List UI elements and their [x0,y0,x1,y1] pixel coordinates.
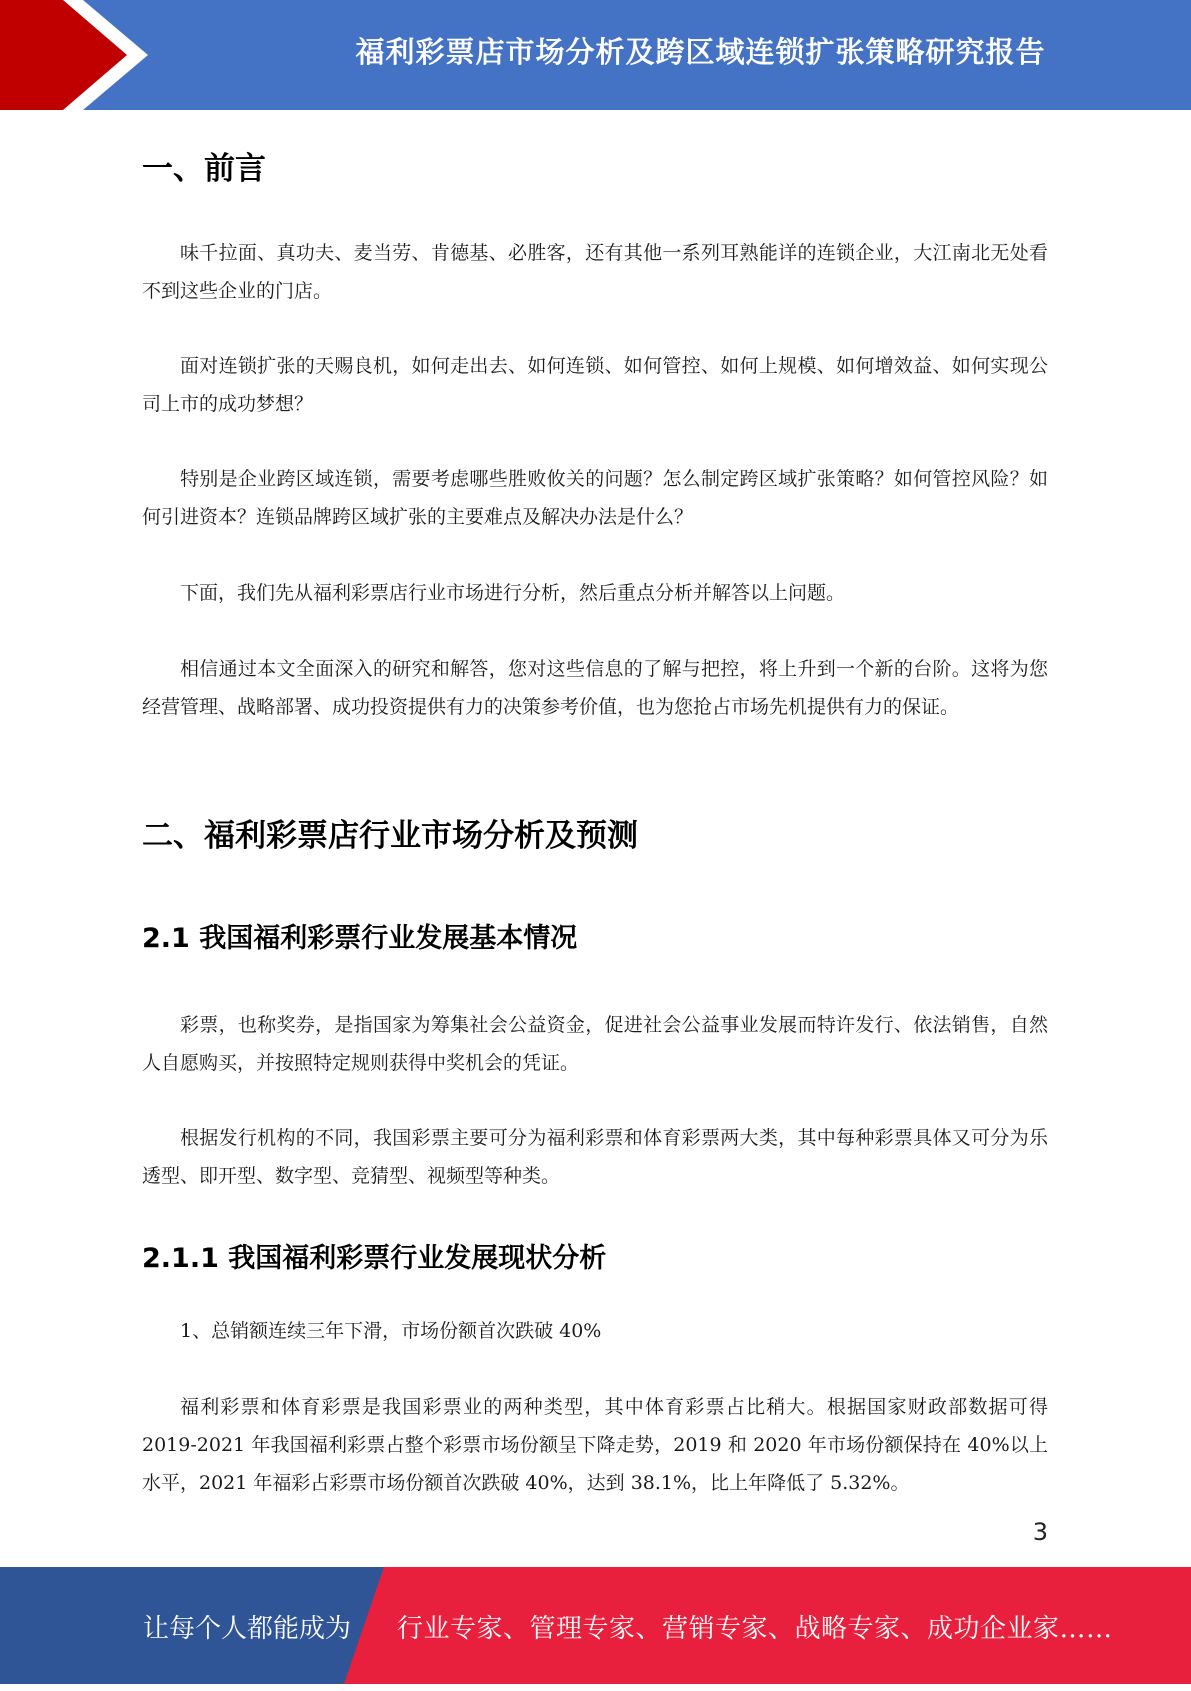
header-banner [0,0,1191,110]
page-number: 3 [1032,1518,1048,1546]
paragraph: 根据发行机构的不同，我国彩票主要可分为福利彩票和体育彩票两大类，其中每种彩票具体又可分为乐透型、即开型、数字型、竞猜型、视频型等种类。 [142,1127,1048,1187]
paragraph: 彩票，也称奖券，是指国家为筹集社会公益资金，促进社会公益事业发展而特许发行、依法销售，自然人自愿购买，并按照特定规则获得中奖机会的凭证。 [142,1014,1048,1074]
footer-slogan-left: 让每个人都能成为 [143,1614,352,1644]
paragraph: 味千拉面、真功夫、麦当劳、肯德基、必胜客，还有其他一系列耳熟能详的连锁企业，大江南北无处看不到这些企业的门店。 [142,242,1048,302]
subsection-heading-2-1-1: 2.1.1 我国福利彩票行业发展现状分析 [142,1243,607,1274]
subsection-heading-2-1: 2.1 我国福利彩票行业发展基本情况 [142,923,578,954]
paragraph: 相信通过本文全面深入的研究和解答，您对这些信息的了解与把控，将上升到一个新的台阶。这将为您经营管理、战略部署、成功投资提供有力的决策参考价值，也为您抢占市场先机提供有力的保证。 [142,658,1048,718]
report-title: 福利彩票店市场分析及跨区域连锁扩张策略研究报告 [355,35,1046,69]
footer-slogan-right: 行业专家、管理专家、营销专家、战略专家、成功企业家…… [397,1614,1113,1644]
section-heading-preface: 一、前言 [142,151,266,187]
paragraph: 福利彩票和体育彩票是我国彩票业的两种类型，其中体育彩票占比稍大。根据国家财政部数据可得 2019-2021 年我国福利彩票占整个彩票市场份额呈下降走势，2019 和 2020 年市场份额保持在 40%以上水平，2021 年福彩占彩票市场份额首次跌破 40%，达到 38.1%，比上年降低了 5.32%。 [142,1396,1048,1494]
paragraph: 特别是企业跨区域连锁，需要考虑哪些胜败攸关的问题？怎么制定跨区域扩张策略？如何管控风险？如何引进资本？连锁品牌跨区域扩张的主要难点及解决办法是什么？ [142,468,1048,528]
footer-banner [0,1567,1191,1684]
paragraph: 下面，我们先从福利彩票店行业市场进行分析，然后重点分析并解答以上问题。 [180,582,846,604]
paragraph: 面对连锁扩张的天赐良机，如何走出去、如何连锁、如何管控、如何上规模、如何增效益、如何实现公司上市的成功梦想？ [142,355,1048,415]
paragraph: 1、总销额连续三年下滑，市场份额首次跌破 40% [180,1320,602,1342]
section-heading-market-analysis: 二、福利彩票店行业市场分析及预测 [142,818,638,854]
